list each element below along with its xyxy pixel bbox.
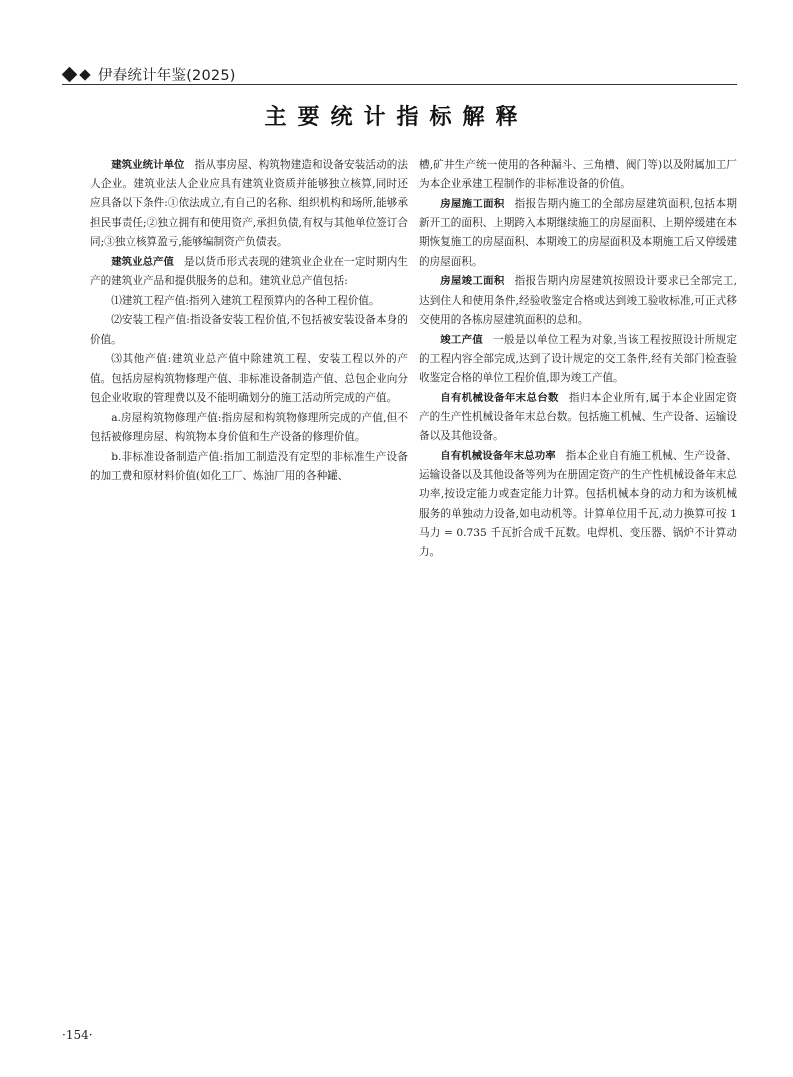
yearbook-title: 伊春统计年鉴(2025) bbox=[98, 68, 236, 84]
term-label: 自有机械设备年末总台数 bbox=[440, 391, 559, 404]
definition-paragraph bbox=[419, 331, 737, 389]
term-label: 建筑业统计单位 bbox=[111, 159, 185, 171]
list-item bbox=[90, 292, 408, 311]
page-number: ·154· bbox=[62, 1028, 93, 1042]
term-label: 竣工产值 bbox=[440, 333, 484, 346]
diamond-bullet-icon bbox=[62, 69, 91, 80]
term-label: 房屋竣工面积 bbox=[440, 275, 505, 288]
continued-paragraph bbox=[419, 156, 737, 194]
right-column bbox=[419, 156, 737, 563]
term-label: 自有机械设备年末总功率 bbox=[440, 450, 556, 463]
definition-paragraph bbox=[90, 156, 408, 252]
definition-paragraph bbox=[419, 389, 737, 447]
definition-text: ⑶其他产值:建筑业总产值中除建筑工程、安装工程以外的产值。包括房屋构筑物修理产值、非标准设备制造产值、总包企业向分包企业收取的管理费以及不能明确划分的施工活动所完成的产值。 bbox=[90, 353, 408, 404]
definition-text: ⑵安装工程产值:指设备安装工程价值,不包括被安装设备本身的价值。 bbox=[90, 314, 408, 346]
definition-paragraph bbox=[419, 195, 737, 272]
definition-text: b.非标准设备制造产值:指加工制造没有定型的非标准生产设备的加工费和原材料价值(如化工厂、炼油厂用的各种罐、 bbox=[90, 450, 408, 482]
list-item bbox=[90, 350, 408, 408]
header-divider bbox=[62, 84, 737, 85]
list-item bbox=[90, 448, 408, 486]
definition-paragraph bbox=[90, 253, 408, 291]
definition-text: a.房屋构筑物修理产值:指房屋和构筑物修理所完成的产值,但不包括被修理房屋、构筑物本身价值和生产设备的修理价值。 bbox=[90, 411, 408, 443]
definition-text: 指从事房屋、构筑物建造和设备安装活动的法人企业。建筑业法人企业应具有建筑业资质并能够独立核算,同时还应具备以下条件:①依法成立,有自己的名称、组织机构和场所,能够承担民事责任;②独立拥有和使用资产,承担负债,有权与其他单位签订合同;③独立核算盈亏,能够编制资产负债表。 bbox=[90, 159, 408, 248]
definition-text: 槽,矿井生产统一使用的各种漏斗、三角槽、阀门等)以及附属加工厂为本企业承建工程制作的非标准设备的价值。 bbox=[419, 159, 737, 191]
definition-text: 是以货币形式表现的建筑业企业在一定时期内生产的建筑业产品和提供服务的总和。建筑业总产值包括: bbox=[90, 255, 409, 287]
left-column bbox=[90, 156, 408, 487]
definition-paragraph bbox=[419, 447, 737, 562]
term-label: 建筑业总产值 bbox=[111, 255, 174, 268]
page-title: 主要统计指标解释 bbox=[264, 105, 529, 130]
definition-paragraph bbox=[419, 272, 737, 330]
list-item bbox=[90, 311, 408, 349]
definition-text: 指报告期内施工的全部房屋建筑面积,包括本期新开工的面积、上期跨入本期继续施工的房屋面积、上期停缓建在本期恢复施工的房屋面积、本期竣工的房屋面积及本期施工后又停缓建的房屋面积。 bbox=[419, 198, 738, 268]
definition-text: 指报告期内房屋建筑按照设计要求已全部完工,达到住人和使用条件,经验收鉴定合格或达到竣工验收标准,可正式移交使用的各栋房屋建筑面积的总和。 bbox=[419, 275, 738, 326]
definition-text: 指本企业自有施工机械、生产设备、运输设备以及其他设备等列为在册固定资产的生产性机械设备年末总功率,按设定能力或查定能力计算。包括机械本身的动力和为该机械服务的单独动力设备,如电动机等。计算单位用千瓦,动力换算可按 1 马力 = 0.735 千瓦折合成千瓦数。电焊机、变压器、锅炉不计算动力。 bbox=[419, 450, 738, 559]
definition-text: 指归本企业所有,属于本企业固定资产的生产性机械设备年末总台数。包括施工机械、生产设备、运输设备以及其他设备。 bbox=[419, 391, 738, 443]
running-header bbox=[62, 64, 236, 85]
term-label: 房屋施工面积 bbox=[440, 198, 505, 210]
definition-text: 一般是以单位工程为对象,当该工程按照设计所规定的工程内容全部完成,达到了设计规定的交工条件,经有关部门检查验收鉴定合格的单位工程价值,即为竣工产值。 bbox=[419, 333, 737, 385]
definition-text: ⑴建筑工程产值:指列入建筑工程预算内的各种工程价值。 bbox=[111, 294, 380, 307]
list-item bbox=[90, 409, 408, 447]
